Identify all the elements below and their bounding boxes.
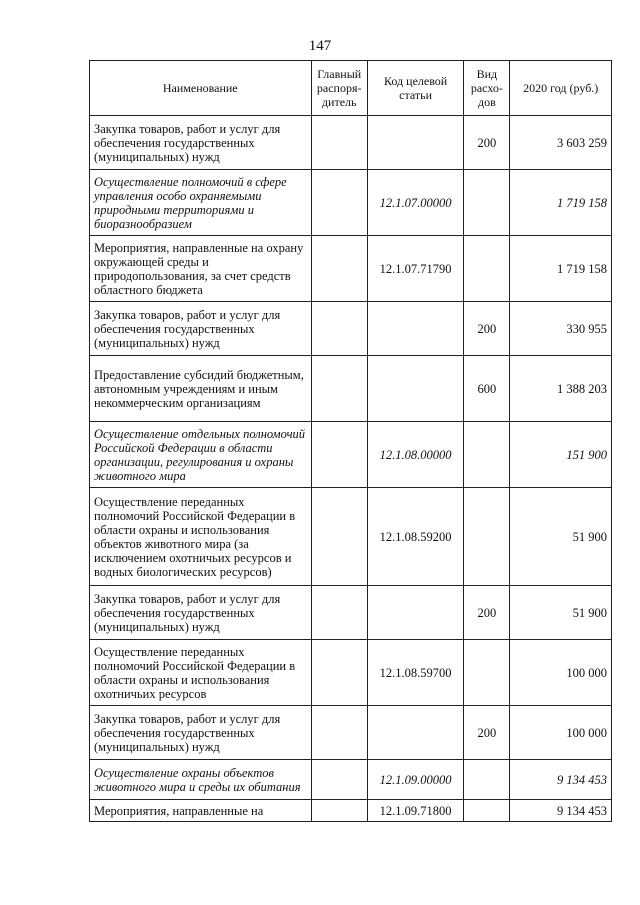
row-main-manager: [311, 586, 367, 640]
row-name: Мероприятия, направленные на охрану окружающей среды и природопользования, за счет средств областного бюджета: [90, 236, 312, 302]
table-row: [90, 760, 612, 800]
row-name: Осуществление переданных полномочий Российской Федерации в области охраны и использования объектов животного мира (за исключением охотничьих ресурсов и водных биологических ресурсов): [90, 488, 312, 586]
row-target-code: 12.1.07.00000: [367, 170, 463, 236]
row-expense-type: [464, 640, 510, 706]
row-target-code: [367, 356, 463, 422]
table-row: [90, 302, 612, 356]
row-amount: 51 900: [510, 586, 612, 640]
header-name: Наименование: [90, 61, 312, 116]
row-amount: 1 388 203: [510, 356, 612, 422]
table-row: [90, 488, 612, 586]
row-main-manager: [311, 488, 367, 586]
table-row: [90, 170, 612, 236]
row-target-code: 12.1.08.00000: [367, 422, 463, 488]
row-target-code: [367, 706, 463, 760]
row-amount: 100 000: [510, 640, 612, 706]
row-amount: 1 719 158: [510, 236, 612, 302]
row-name: Закупка товаров, работ и услуг для обеспечения государственных (муниципальных) нужд: [90, 586, 312, 640]
row-target-code: 12.1.08.59700: [367, 640, 463, 706]
row-amount: 1 719 158: [510, 170, 612, 236]
row-target-code: 12.1.08.59200: [367, 488, 463, 586]
row-amount: 9 134 453: [510, 760, 612, 800]
row-name: Осуществление переданных полномочий Российской Федерации в области охраны и использования охотничьих ресурсов: [90, 640, 312, 706]
row-target-code: [367, 586, 463, 640]
row-main-manager: [311, 640, 367, 706]
row-main-manager: [311, 760, 367, 800]
header-main-manager: Главный распоря-дитель: [311, 61, 367, 116]
table-row: [90, 586, 612, 640]
row-name: Мероприятия, направленные на: [90, 800, 312, 822]
header-2020-amount: 2020 год (руб.): [510, 61, 612, 116]
row-main-manager: [311, 116, 367, 170]
row-main-manager: [311, 302, 367, 356]
row-name: Закупка товаров, работ и услуг для обеспечения государственных (муниципальных) нужд: [90, 116, 312, 170]
row-expense-type: [464, 800, 510, 822]
page-number: 147: [308, 38, 332, 54]
row-expense-type: [464, 760, 510, 800]
row-expense-type: [464, 170, 510, 236]
row-expense-type: 200: [464, 302, 510, 356]
table-row: [90, 800, 612, 822]
table-row: [90, 706, 612, 760]
row-main-manager: [311, 356, 367, 422]
row-name: Осуществление отдельных полномочий Российской Федерации в области организации, регулирования и охраны животного мира: [90, 422, 312, 488]
row-main-manager: [311, 422, 367, 488]
table-row: [90, 640, 612, 706]
row-target-code: [367, 302, 463, 356]
row-expense-type: 200: [464, 586, 510, 640]
row-target-code: 12.1.09.00000: [367, 760, 463, 800]
row-main-manager: [311, 800, 367, 822]
table-row: [90, 116, 612, 170]
table-row: [90, 422, 612, 488]
row-expense-type: 200: [464, 116, 510, 170]
row-name: Предоставление субсидий бюджетным, автономным учреждениям и иным некоммерческим организациям: [90, 356, 312, 422]
row-target-code: 12.1.09.71800: [367, 800, 463, 822]
row-expense-type: [464, 236, 510, 302]
table-row: [90, 236, 612, 302]
header-target-code: Код целевой статьи: [367, 61, 463, 116]
row-main-manager: [311, 236, 367, 302]
row-amount: 330 955: [510, 302, 612, 356]
row-target-code: [367, 116, 463, 170]
row-expense-type: 600: [464, 356, 510, 422]
row-expense-type: [464, 422, 510, 488]
table-row: [90, 356, 612, 422]
row-target-code: 12.1.07.71790: [367, 236, 463, 302]
row-amount: 3 603 259: [510, 116, 612, 170]
row-name: Осуществление охраны объектов животного мира и среды их обитания: [90, 760, 312, 800]
row-main-manager: [311, 706, 367, 760]
row-name: Осуществление полномочий в сфере управления особо охраняемыми природными территориями и биоразнообразием: [90, 170, 312, 236]
row-expense-type: 200: [464, 706, 510, 760]
budget-table: [89, 60, 612, 822]
row-expense-type: [464, 488, 510, 586]
row-amount: 51 900: [510, 488, 612, 586]
row-amount: 9 134 453: [510, 800, 612, 822]
row-amount: 100 000: [510, 706, 612, 760]
row-name: Закупка товаров, работ и услуг для обеспечения государственных (муниципальных) нужд: [90, 302, 312, 356]
header-expense-type: Вид расхо-дов: [464, 61, 510, 116]
row-main-manager: [311, 170, 367, 236]
table-body: [90, 116, 612, 822]
row-name: Закупка товаров, работ и услуг для обеспечения государственных (муниципальных) нужд: [90, 706, 312, 760]
row-amount: 151 900: [510, 422, 612, 488]
table-header-row: [90, 61, 612, 116]
